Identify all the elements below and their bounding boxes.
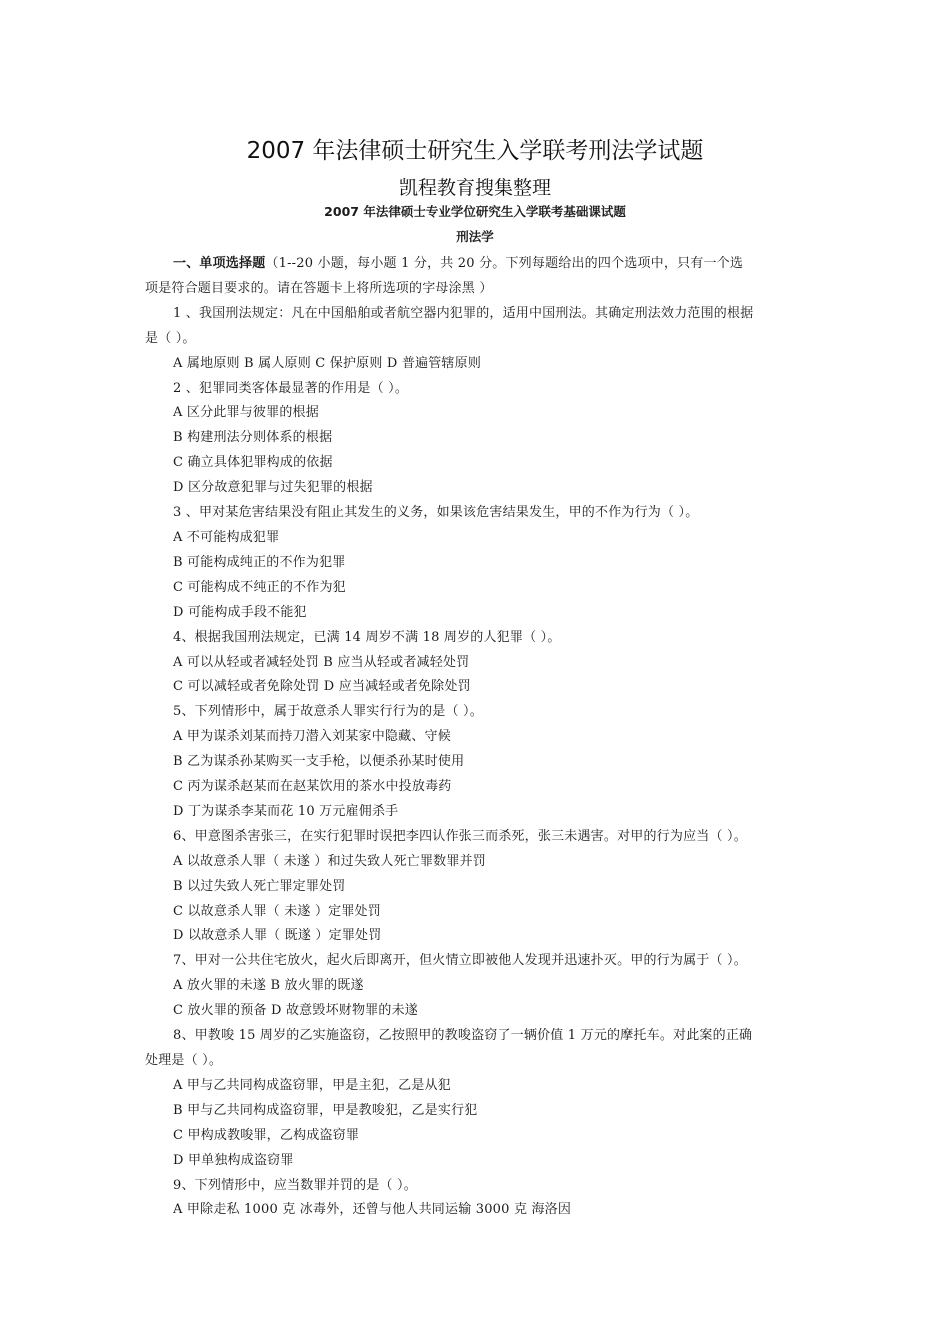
question-8-option-c: C 甲构成教唆罪，乙构成盗窃罪 [173, 1127, 360, 1143]
question-5-option-c: C 丙为谋杀赵某而在赵某饮用的茶水中投放毒药 [173, 779, 452, 795]
question-2-option-b: B 构建刑法分则体系的根据 [173, 430, 333, 446]
question-6-option-c: C 以故意杀人罪（ 未遂 ）定罪处罚 [173, 903, 381, 919]
document-subtitle: 凯程教育搜集整理 [398, 177, 551, 199]
question-6-option-b: B 以过失致人死亡罪定罪处罚 [173, 878, 346, 894]
section-instruction: （1--20 小题，每小题 1 分，共 20 分。下列每题给出的四个选项中，只有一个选 [265, 256, 744, 271]
question-8-stem-continued: 处理是（ ）。 [145, 1053, 223, 1068]
question-7-options-cd: C 放火罪的预备 D 故意毁坏财物罪的未遂 [173, 1003, 418, 1019]
question-3-stem: 3 、甲对某危害结果没有阻止其发生的义务，如果该危害结果发生，甲的不作为行为（ ）。 [173, 505, 699, 521]
question-2-option-d: D 区分故意犯罪与过失犯罪的根据 [173, 480, 373, 496]
question-7-stem: 7、甲对一公共住宅放火，起火后即离开，但火情立即被他人发现并迅速扑灭。甲的行为属于（ ）。 [173, 953, 747, 969]
exam-title: 2007 年法律硕士专业学位研究生入学联考基础课试题 [324, 204, 626, 219]
subject-heading: 刑法学 [456, 229, 494, 244]
question-4-stem: 4、根据我国刑法规定，已满 14 周岁不满 18 周岁的人犯罪（ ）。 [173, 629, 561, 645]
question-8-stem: 8、甲教唆 15 周岁的乙实施盗窃，乙按照甲的教唆盗窃了一辆价值 1 万元的摩托车。对此案的正确 [173, 1028, 753, 1044]
question-4-options-cd: C 可以减轻或者免除处罚 D 应当减轻或者免除处罚 [173, 679, 471, 695]
question-2-stem: 2 、犯罪同类客体最显著的作用是（ ）。 [173, 380, 409, 396]
question-4-options-ab: A 可以从轻或者减轻处罚 B 应当从轻或者减轻处罚 [173, 654, 470, 670]
question-3-option-a: A 不可能构成犯罪 [173, 529, 280, 545]
question-7-options-ab: A 放火罪的未遂 B 放火罪的既遂 [173, 978, 364, 994]
section-label: 一、单项选择题 [173, 256, 266, 271]
question-6-option-d: D 以故意杀人罪（ 既遂 ）定罪处罚 [173, 928, 382, 944]
question-6-option-a: A 以故意杀人罪（ 未遂 ）和过失致人死亡罪数罪并罚 [173, 853, 486, 869]
question-5-option-a: A 甲为谋杀刘某而持刀潜入刘某家中隐藏、守候 [173, 729, 451, 745]
question-1-stem-continued: 是（ ）。 [145, 330, 196, 346]
section-instruction-line [145, 252, 807, 277]
question-3-option-b: B 可能构成纯正的不作为犯罪 [173, 554, 346, 570]
question-9-stem: 9、下列情形中，应当数罪并罚的是（ ）。 [173, 1177, 417, 1193]
question-6-stem: 6、甲意图杀害张三，在实行犯罪时误把李四认作张三而杀死，张三未遇害。对甲的行为应当（ ）。 [173, 828, 747, 844]
section-instruction-continued: 项是符合题目要求的。请在答题卡上将所选项的字母涂黑 ） [145, 280, 493, 296]
question-3-option-d: D 可能构成手段不能犯 [173, 604, 307, 620]
question-9-option-a: A 甲除走私 1000 克 冰毒外，还曾与他人共同运输 3000 克 海洛因 [173, 1202, 572, 1218]
question-1-options: A 属地原则 B 属人原则 C 保护原则 D 普遍管辖原则 [173, 355, 482, 371]
question-2-option-c: C 确立具体犯罪构成的依据 [173, 455, 333, 471]
question-8-option-d: D 甲单独构成盗窃罪 [173, 1152, 294, 1168]
question-5-stem: 5、下列情形中，属于故意杀人罪实行行为的是（ ）。 [173, 704, 483, 720]
question-8-option-a: A 甲与乙共同构成盗窃罪，甲是主犯，乙是从犯 [173, 1077, 451, 1093]
exam-body [145, 252, 807, 1223]
question-1-stem: 1 、我国刑法规定：凡在中国船舶或者航空器内犯罪的，适用中国刑法。其确定刑法效力范围的根据 [173, 305, 754, 321]
document-title: 2007 年法律硕士研究生入学联考刑法学试题 [246, 138, 704, 164]
question-5-option-d: D 丁为谋杀李某而花 10 万元雇佣杀手 [173, 803, 399, 819]
question-3-option-c: C 可能构成不纯正的不作为犯 [173, 579, 346, 595]
question-5-option-b: B 乙为谋杀孙某购买一支手枪，以便杀孙某时使用 [173, 754, 465, 770]
question-2-option-a: A 区分此罪与彼罪的根据 [173, 405, 319, 421]
question-8-option-b: B 甲与乙共同构成盗窃罪，甲是教唆犯，乙是实行犯 [173, 1102, 478, 1118]
